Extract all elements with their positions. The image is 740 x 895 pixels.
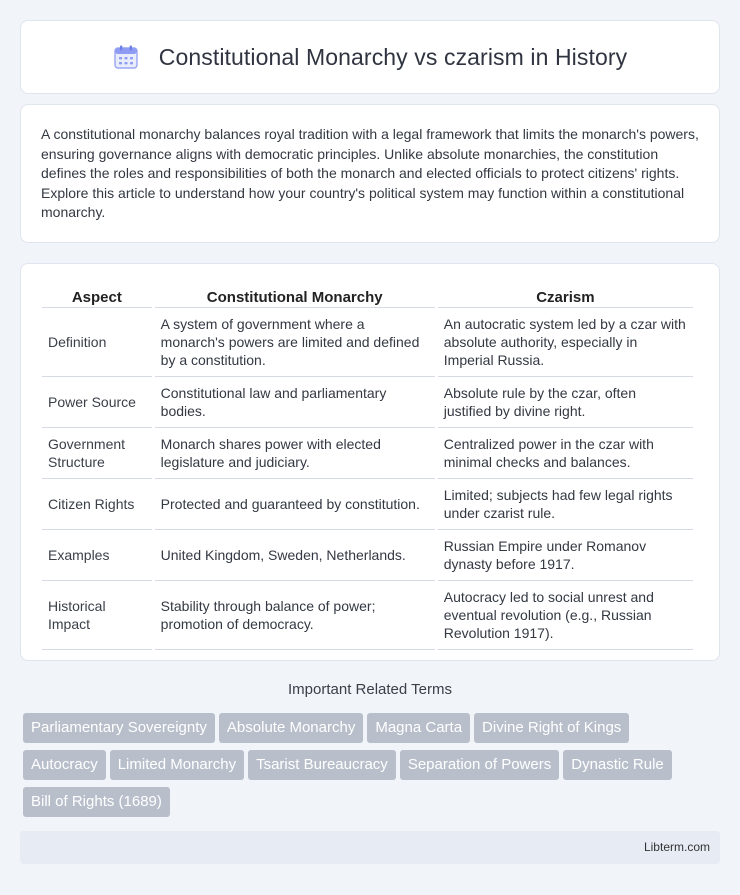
- row-constitutional-monarchy: Monarch shares power with elected legislature and judiciary.: [155, 428, 435, 479]
- row-czarism: Russian Empire under Romanov dynasty before 1917.: [438, 530, 693, 581]
- related-term-tag[interactable]: Parliamentary Sovereignty: [23, 713, 215, 743]
- table-row: [42, 428, 693, 479]
- table-row: [42, 530, 693, 581]
- row-aspect: Government Structure: [42, 428, 152, 479]
- related-term-tag[interactable]: Tsarist Bureaucracy: [248, 750, 396, 780]
- comparison-table-card: [20, 263, 720, 661]
- row-aspect: Definition: [42, 308, 152, 377]
- footer-site-link[interactable]: Libterm.com: [643, 840, 710, 854]
- header-czarism: Czarism: [438, 284, 693, 308]
- related-term-tag[interactable]: Separation of Powers: [400, 750, 559, 780]
- row-czarism: Autocracy led to social unrest and eventual revolution (e.g., Russian Revolution 1917).: [438, 581, 693, 650]
- footer: [20, 831, 720, 864]
- row-constitutional-monarchy: Stability through balance of power; promotion of democracy.: [155, 581, 435, 650]
- row-constitutional-monarchy: A system of government where a monarch's powers are limited and defined by a constitution.: [155, 308, 435, 377]
- row-constitutional-monarchy: United Kingdom, Sweden, Netherlands.: [155, 530, 435, 581]
- related-terms-tags: [23, 713, 723, 824]
- row-aspect: Citizen Rights: [42, 479, 152, 530]
- table-row: [42, 581, 693, 650]
- page-title: Constitutional Monarchy vs czarism in History: [158, 43, 628, 70]
- related-term-tag[interactable]: Divine Right of Kings: [474, 713, 629, 743]
- table-row: [42, 377, 693, 428]
- row-aspect: Power Source: [42, 377, 152, 428]
- table-row: [42, 308, 693, 377]
- related-term-tag[interactable]: Autocracy: [23, 750, 106, 780]
- row-constitutional-monarchy: Constitutional law and parliamentary bodies.: [155, 377, 435, 428]
- row-czarism: Centralized power in the czar with minimal checks and balances.: [438, 428, 693, 479]
- table-row: [42, 479, 693, 530]
- intro-card: [20, 104, 720, 243]
- header-aspect: Aspect: [42, 284, 152, 308]
- row-czarism: An autocratic system led by a czar with absolute authority, especially in Imperial Russia.: [438, 308, 693, 377]
- calendar-icon: [113, 44, 139, 70]
- header-constitutional-monarchy: Constitutional Monarchy: [155, 284, 435, 308]
- header-card: [20, 20, 720, 94]
- comparison-table: [39, 284, 696, 650]
- related-term-tag[interactable]: Dynastic Rule: [563, 750, 672, 780]
- row-aspect: Examples: [42, 530, 152, 581]
- related-term-tag[interactable]: Limited Monarchy: [110, 750, 244, 780]
- related-term-tag[interactable]: Bill of Rights (1689): [23, 787, 170, 817]
- row-constitutional-monarchy: Protected and guaranteed by constitution.: [155, 479, 435, 530]
- related-term-tag[interactable]: Magna Carta: [367, 713, 470, 743]
- related-term-tag[interactable]: Absolute Monarchy: [219, 713, 363, 743]
- row-aspect: Historical Impact: [42, 581, 152, 650]
- row-czarism: Absolute rule by the czar, often justified by divine right.: [438, 377, 693, 428]
- row-czarism: Limited; subjects had few legal rights under czarist rule.: [438, 479, 693, 530]
- intro-text: A constitutional monarchy balances royal tradition with a legal framework that limits the monarch's powers, ensuring governance aligns with democratic principles. Unlike absolute monarchies, the constitution defines the roles and responsibilities of both the monarch and elected officials to protect citizens' rights. Explore this article to understand how your country's political system may function within a constitutional monarchy.: [41, 126, 699, 220]
- related-terms-title: Important Related Terms: [288, 681, 452, 698]
- table-header-row: [42, 284, 693, 308]
